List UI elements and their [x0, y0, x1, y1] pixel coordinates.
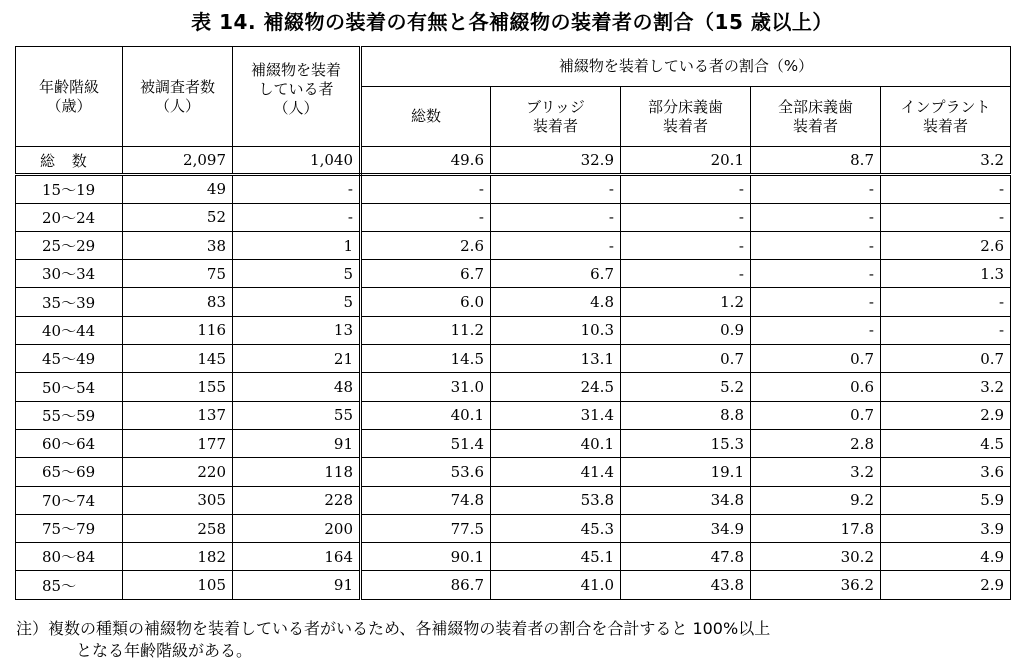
cell-total-pct: 31.0: [361, 373, 491, 401]
cell-full-pct: 3.2: [751, 458, 881, 486]
cell-partial-pct: -: [621, 231, 751, 259]
header-age-group: [16, 47, 123, 147]
table-row: [16, 288, 1011, 316]
table-title: 表 14. 補綴物の装着の有無と各補綴物の装着者の割合（15 歳以上）: [191, 10, 833, 34]
header-partial-denture: [621, 87, 751, 147]
cell-surveyed: 49: [123, 175, 233, 203]
cell-total-pct: 11.2: [361, 316, 491, 344]
cell-partial-pct: 0.7: [621, 345, 751, 373]
cell-bridge-pct: 24.5: [491, 373, 621, 401]
cell-wearing: 55: [233, 401, 361, 429]
cell-wearing: 91: [233, 429, 361, 457]
cell-full-pct: 8.7: [751, 147, 881, 175]
cell-total-pct: 86.7: [361, 571, 491, 599]
prosthesis-table: [15, 46, 1011, 600]
table-row: [16, 514, 1011, 542]
cell-total-pct: 2.6: [361, 231, 491, 259]
cell-full-pct: 0.6: [751, 373, 881, 401]
cell-full-pct: 0.7: [751, 345, 881, 373]
cell-surveyed: 145: [123, 345, 233, 373]
cell-implant-pct: 3.2: [881, 147, 1011, 175]
cell-full-pct: -: [751, 203, 881, 231]
header-percentage-group: 補綴物を装着している者の割合（%）: [361, 47, 1011, 87]
cell-surveyed: 116: [123, 316, 233, 344]
cell-full-pct: -: [751, 288, 881, 316]
cell-bridge-pct: 41.0: [491, 571, 621, 599]
cell-implant-pct: -: [881, 288, 1011, 316]
cell-partial-pct: 8.8: [621, 401, 751, 429]
cell-implant-pct: -: [881, 203, 1011, 231]
table-row: [16, 316, 1011, 344]
cell-implant-pct: 5.9: [881, 486, 1011, 514]
cell-implant-pct: -: [881, 175, 1011, 203]
cell-surveyed: 38: [123, 231, 233, 259]
footnote-line1: 注）複数の種類の補綴物を装着している者がいるため、各補綴物の装着者の割合を合計すると 100%以上: [16, 619, 771, 638]
table-row: [16, 486, 1011, 514]
cell-wearing: 228: [233, 486, 361, 514]
header-implant-line1: インプラント: [900, 97, 991, 116]
cell-implant-pct: 1.3: [881, 260, 1011, 288]
header-wearing-line1: 補綴物を装着: [250, 61, 341, 79]
cell-implant-pct: 3.2: [881, 373, 1011, 401]
table-row: [16, 203, 1011, 231]
cell-partial-pct: 43.8: [621, 571, 751, 599]
cell-full-pct: 36.2: [751, 571, 881, 599]
cell-age-group: 50～54: [16, 373, 123, 401]
cell-bridge-pct: -: [491, 203, 621, 231]
header-wearing-unit: （人）: [273, 98, 319, 117]
header-implant-line2: 装着者: [923, 116, 969, 135]
cell-total-pct: 40.1: [361, 401, 491, 429]
cell-partial-pct: 5.2: [621, 373, 751, 401]
cell-bridge-pct: 31.4: [491, 401, 621, 429]
cell-wearing: 1: [233, 231, 361, 259]
cell-age-group: 65～69: [16, 458, 123, 486]
cell-total-pct: 74.8: [361, 486, 491, 514]
table-row: [16, 260, 1011, 288]
header-implant: [881, 87, 1011, 147]
cell-implant-pct: 2.6: [881, 231, 1011, 259]
cell-bridge-pct: 41.4: [491, 458, 621, 486]
cell-age-group: 70～74: [16, 486, 123, 514]
cell-surveyed: 177: [123, 429, 233, 457]
table-row: [16, 458, 1011, 486]
header-surveyed-unit: （人）: [154, 96, 200, 115]
cell-partial-pct: 19.1: [621, 458, 751, 486]
cell-wearing: 5: [233, 288, 361, 316]
header-partial-line2: 装着者: [662, 116, 708, 135]
cell-partial-pct: 34.9: [621, 514, 751, 542]
cell-implant-pct: -: [881, 316, 1011, 344]
cell-wearing: -: [233, 203, 361, 231]
cell-age-group: 75～79: [16, 514, 123, 542]
cell-surveyed: 105: [123, 571, 233, 599]
cell-partial-pct: 0.9: [621, 316, 751, 344]
cell-wearing: -: [233, 175, 361, 203]
cell-total-pct: 14.5: [361, 345, 491, 373]
cell-implant-pct: 0.7: [881, 345, 1011, 373]
cell-bridge-pct: 45.1: [491, 543, 621, 571]
cell-total-pct: 51.4: [361, 429, 491, 457]
cell-total-pct: 77.5: [361, 514, 491, 542]
header-total: 総数: [361, 87, 491, 147]
cell-implant-pct: 2.9: [881, 571, 1011, 599]
cell-full-pct: 17.8: [751, 514, 881, 542]
cell-partial-pct: 34.8: [621, 486, 751, 514]
footnote: [16, 618, 1016, 662]
cell-surveyed: 155: [123, 373, 233, 401]
cell-full-pct: -: [751, 231, 881, 259]
cell-full-pct: 30.2: [751, 543, 881, 571]
cell-total-pct: 6.0: [361, 288, 491, 316]
cell-bridge-pct: 45.3: [491, 514, 621, 542]
cell-full-pct: -: [751, 175, 881, 203]
cell-age-group: 20～24: [16, 203, 123, 231]
cell-implant-pct: 4.5: [881, 429, 1011, 457]
cell-surveyed: 2,097: [123, 147, 233, 175]
cell-bridge-pct: 10.3: [491, 316, 621, 344]
header-partial-line1: 部分床義歯: [647, 97, 723, 116]
header-surveyed-label: 被調査者数: [139, 77, 215, 96]
cell-age-group: 総 数: [16, 147, 123, 175]
cell-surveyed: 220: [123, 458, 233, 486]
table-row: [16, 571, 1011, 599]
cell-wearing: 164: [233, 543, 361, 571]
table-row: [16, 429, 1011, 457]
cell-total-pct: -: [361, 175, 491, 203]
cell-wearing: 21: [233, 345, 361, 373]
cell-total-pct: 53.6: [361, 458, 491, 486]
cell-wearing: 13: [233, 316, 361, 344]
cell-total-pct: -: [361, 203, 491, 231]
cell-age-group: 35～39: [16, 288, 123, 316]
cell-age-group: 85～: [16, 571, 123, 599]
table-row: [16, 543, 1011, 571]
cell-full-pct: 0.7: [751, 401, 881, 429]
cell-wearing: 200: [233, 514, 361, 542]
cell-surveyed: 137: [123, 401, 233, 429]
cell-age-group: 25～29: [16, 231, 123, 259]
cell-age-group: 45～49: [16, 345, 123, 373]
cell-wearing: 1,040: [233, 147, 361, 175]
cell-partial-pct: 1.2: [621, 288, 751, 316]
cell-bridge-pct: -: [491, 175, 621, 203]
header-age-group-label: 年齢階級: [38, 77, 99, 96]
cell-wearing: 118: [233, 458, 361, 486]
cell-implant-pct: 3.9: [881, 514, 1011, 542]
cell-partial-pct: 15.3: [621, 429, 751, 457]
header-wearing-line2: している者: [258, 79, 334, 98]
cell-bridge-pct: 32.9: [491, 147, 621, 175]
header-full-denture: [751, 87, 881, 147]
cell-surveyed: 182: [123, 543, 233, 571]
cell-surveyed: 305: [123, 486, 233, 514]
cell-partial-pct: 20.1: [621, 147, 751, 175]
cell-bridge-pct: -: [491, 231, 621, 259]
cell-bridge-pct: 13.1: [491, 345, 621, 373]
header-wearing: [233, 47, 361, 147]
cell-age-group: 30～34: [16, 260, 123, 288]
cell-partial-pct: -: [621, 203, 751, 231]
cell-age-group: 60～64: [16, 429, 123, 457]
header-age-group-unit: （歳）: [46, 96, 92, 115]
table-row-total: [16, 147, 1011, 175]
cell-implant-pct: 2.9: [881, 401, 1011, 429]
cell-total-pct: 49.6: [361, 147, 491, 175]
cell-full-pct: -: [751, 316, 881, 344]
cell-bridge-pct: 40.1: [491, 429, 621, 457]
table-row: [16, 401, 1011, 429]
cell-implant-pct: 4.9: [881, 543, 1011, 571]
header-bridge: [491, 87, 621, 147]
header-full-line1: 全部床義歯: [777, 97, 853, 116]
table-row: [16, 231, 1011, 259]
cell-full-pct: 2.8: [751, 429, 881, 457]
cell-age-group: 15～19: [16, 175, 123, 203]
cell-implant-pct: 3.6: [881, 458, 1011, 486]
cell-age-group: 80～84: [16, 543, 123, 571]
cell-full-pct: -: [751, 260, 881, 288]
table-row: [16, 345, 1011, 373]
cell-bridge-pct: 4.8: [491, 288, 621, 316]
cell-surveyed: 52: [123, 203, 233, 231]
cell-wearing: 48: [233, 373, 361, 401]
table-row: [16, 373, 1011, 401]
cell-wearing: 91: [233, 571, 361, 599]
header-bridge-line1: ブリッジ: [526, 97, 585, 116]
cell-total-pct: 90.1: [361, 543, 491, 571]
cell-surveyed: 83: [123, 288, 233, 316]
cell-age-group: 55～59: [16, 401, 123, 429]
cell-partial-pct: 47.8: [621, 543, 751, 571]
cell-partial-pct: -: [621, 260, 751, 288]
cell-bridge-pct: 53.8: [491, 486, 621, 514]
cell-full-pct: 9.2: [751, 486, 881, 514]
header-full-line2: 装着者: [792, 116, 838, 135]
cell-total-pct: 6.7: [361, 260, 491, 288]
header-surveyed: [123, 47, 233, 147]
cell-bridge-pct: 6.7: [491, 260, 621, 288]
footnote-line2: となる年齢階級がある。: [76, 641, 253, 660]
cell-surveyed: 75: [123, 260, 233, 288]
cell-age-group: 40～44: [16, 316, 123, 344]
cell-wearing: 5: [233, 260, 361, 288]
cell-surveyed: 258: [123, 514, 233, 542]
cell-partial-pct: -: [621, 175, 751, 203]
table-row: [16, 175, 1011, 203]
header-bridge-line2: 装着者: [532, 116, 578, 135]
